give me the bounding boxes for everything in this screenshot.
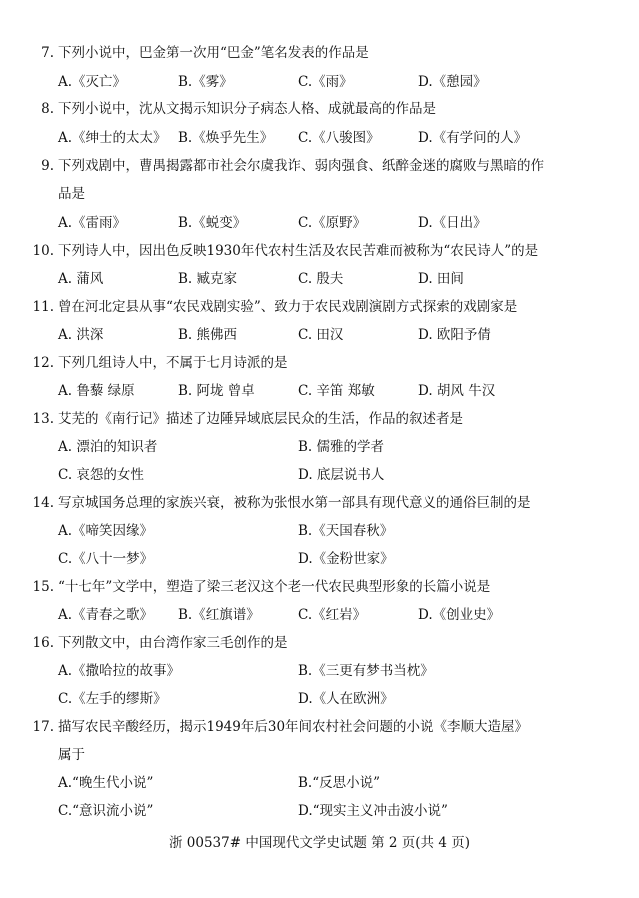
q8-option-a: A.《绅士的太太》	[58, 130, 167, 146]
q17-option-c: C.“意识流小说”	[58, 803, 154, 819]
question-number: 12.	[32, 355, 54, 371]
q17-option-a: A.“晚生代小说”	[58, 775, 154, 791]
question-number: 17.	[32, 719, 54, 735]
question-number: 15.	[32, 579, 54, 595]
q7-option-b: B.《雾》	[178, 74, 233, 90]
q13-option-c: C. 哀怨的女性	[58, 467, 144, 483]
question-7-stem	[30, 44, 610, 62]
q9-option-c: C.《原野》	[298, 215, 367, 231]
q16-option-d: D.《人在欧洲》	[298, 691, 394, 707]
question-16-stem	[30, 634, 610, 652]
q15-option-d: D.《创业史》	[418, 607, 501, 623]
q10-option-c: C. 殷夫	[298, 271, 344, 287]
q10-option-d: D. 田间	[418, 271, 464, 287]
q12-option-a: A. 鲁藜 绿原	[58, 383, 135, 399]
question-10-stem	[30, 242, 610, 260]
question-17-stem-cont: 属于	[58, 747, 85, 763]
question-17-stem	[30, 718, 610, 736]
question-13-stem	[30, 410, 610, 428]
q12-option-b: B. 阿垅 曾卓	[178, 383, 255, 399]
q14-option-d: D.《金粉世家》	[298, 551, 394, 567]
q7-option-c: C.《雨》	[298, 74, 353, 90]
q15-option-a: A.《青春之歌》	[58, 607, 154, 623]
q7-option-a: A.《灭亡》	[58, 74, 127, 90]
q9-option-a: A.《雷雨》	[58, 215, 127, 231]
question-text: 下列诗人中，因出色反映1930年代农村生活及农民苦难而被称为“农民诗人”的是	[58, 243, 539, 259]
q16-option-b: B.《三更有梦书当枕》	[298, 663, 434, 679]
q10-option-a: A. 蒲风	[58, 271, 104, 287]
q9-option-b: B.《蜕变》	[178, 215, 247, 231]
question-9-stem	[30, 157, 610, 175]
question-12-stem	[30, 354, 610, 372]
q8-option-b: B.《焕乎先生》	[178, 130, 274, 146]
q10-option-b: B. 臧克家	[178, 271, 238, 287]
q14-option-a: A.《啼笑因缘》	[58, 523, 154, 539]
question-text: 下列几组诗人中，不属于七月诗派的是	[58, 355, 288, 371]
question-text: 描写农民辛酸经历，揭示1949年后30年间农村社会问题的小说《李顺大造屋》	[58, 719, 529, 735]
q13-option-a: A. 漂泊的知识者	[58, 439, 158, 455]
q13-option-b: B. 儒雅的学者	[298, 439, 385, 455]
q11-option-a: A. 洪深	[58, 327, 104, 343]
q9-option-d: D.《日出》	[418, 215, 487, 231]
q14-option-b: B.《天国春秋》	[298, 523, 394, 539]
question-number: 8.	[41, 101, 54, 117]
question-8-stem	[30, 100, 610, 118]
question-number: 16.	[32, 635, 54, 651]
question-11-stem	[30, 298, 610, 316]
q14-option-c: C.《八十一梦》	[58, 551, 154, 567]
question-15-stem	[30, 578, 610, 596]
q8-option-c: C.《八骏图》	[298, 130, 380, 146]
question-number: 14.	[32, 495, 54, 511]
question-text: 艾芜的《南行记》描述了边陲异域底层民众的生活，作品的叙述者是	[58, 411, 463, 427]
question-number: 13.	[32, 411, 54, 427]
q15-option-c: C.《红岩》	[298, 607, 367, 623]
q16-option-a: A.《撒哈拉的故事》	[58, 663, 181, 679]
question-14-stem	[30, 494, 610, 512]
q11-option-b: B. 熊佛西	[178, 327, 238, 343]
q16-option-c: C.《左手的缪斯》	[58, 691, 167, 707]
q17-option-b: B.“反思小说”	[298, 775, 381, 791]
q13-option-d: D. 底层说书人	[298, 467, 385, 483]
q8-option-d: D.《有学问的人》	[418, 130, 528, 146]
page-footer: 浙 00537# 中国现代文学史试题 第 2 页(共 4 页)	[168, 835, 470, 851]
question-9-stem-cont: 品是	[58, 186, 85, 202]
q11-option-c: C. 田汉	[298, 327, 344, 343]
q11-option-d: D. 欧阳予倩	[418, 327, 491, 343]
question-text: 写京城国务总理的家族兴衰，被称为张恨水第一部具有现代意义的通俗巨制的是	[58, 495, 531, 511]
question-number: 11.	[32, 299, 54, 315]
question-text: 下列散文中，由台湾作家三毛创作的是	[58, 635, 288, 651]
question-number: 10.	[32, 243, 54, 259]
question-text: 下列小说中，沈从文揭示知识分子病态人格、成就最高的作品是	[58, 101, 436, 117]
question-number: 9.	[41, 158, 54, 174]
question-text: 下列小说中，巴金第一次用“巴金”笔名发表的作品是	[58, 45, 369, 61]
q15-option-b: B.《红旗谱》	[178, 607, 260, 623]
question-text: 曾在河北定县从事“农民戏剧实验”、致力于农民戏剧演剧方式探索的戏剧家是	[58, 299, 518, 315]
question-number: 7.	[41, 45, 54, 61]
q7-option-d: D.《憩园》	[418, 74, 487, 90]
question-text: 下列戏剧中，曹禺揭露都市社会尔虞我诈、弱肉强食、纸醉金迷的腐败与黑暗的作	[58, 158, 544, 174]
q12-option-d: D. 胡风 牛汉	[418, 383, 496, 399]
question-text: “十七年”文学中，塑造了梁三老汉这个老一代农民典型形象的长篇小说是	[58, 579, 491, 595]
q17-option-d: D.“现实主义冲击波小说”	[298, 803, 448, 819]
q12-option-c: C. 辛笛 郑敏	[298, 383, 375, 399]
